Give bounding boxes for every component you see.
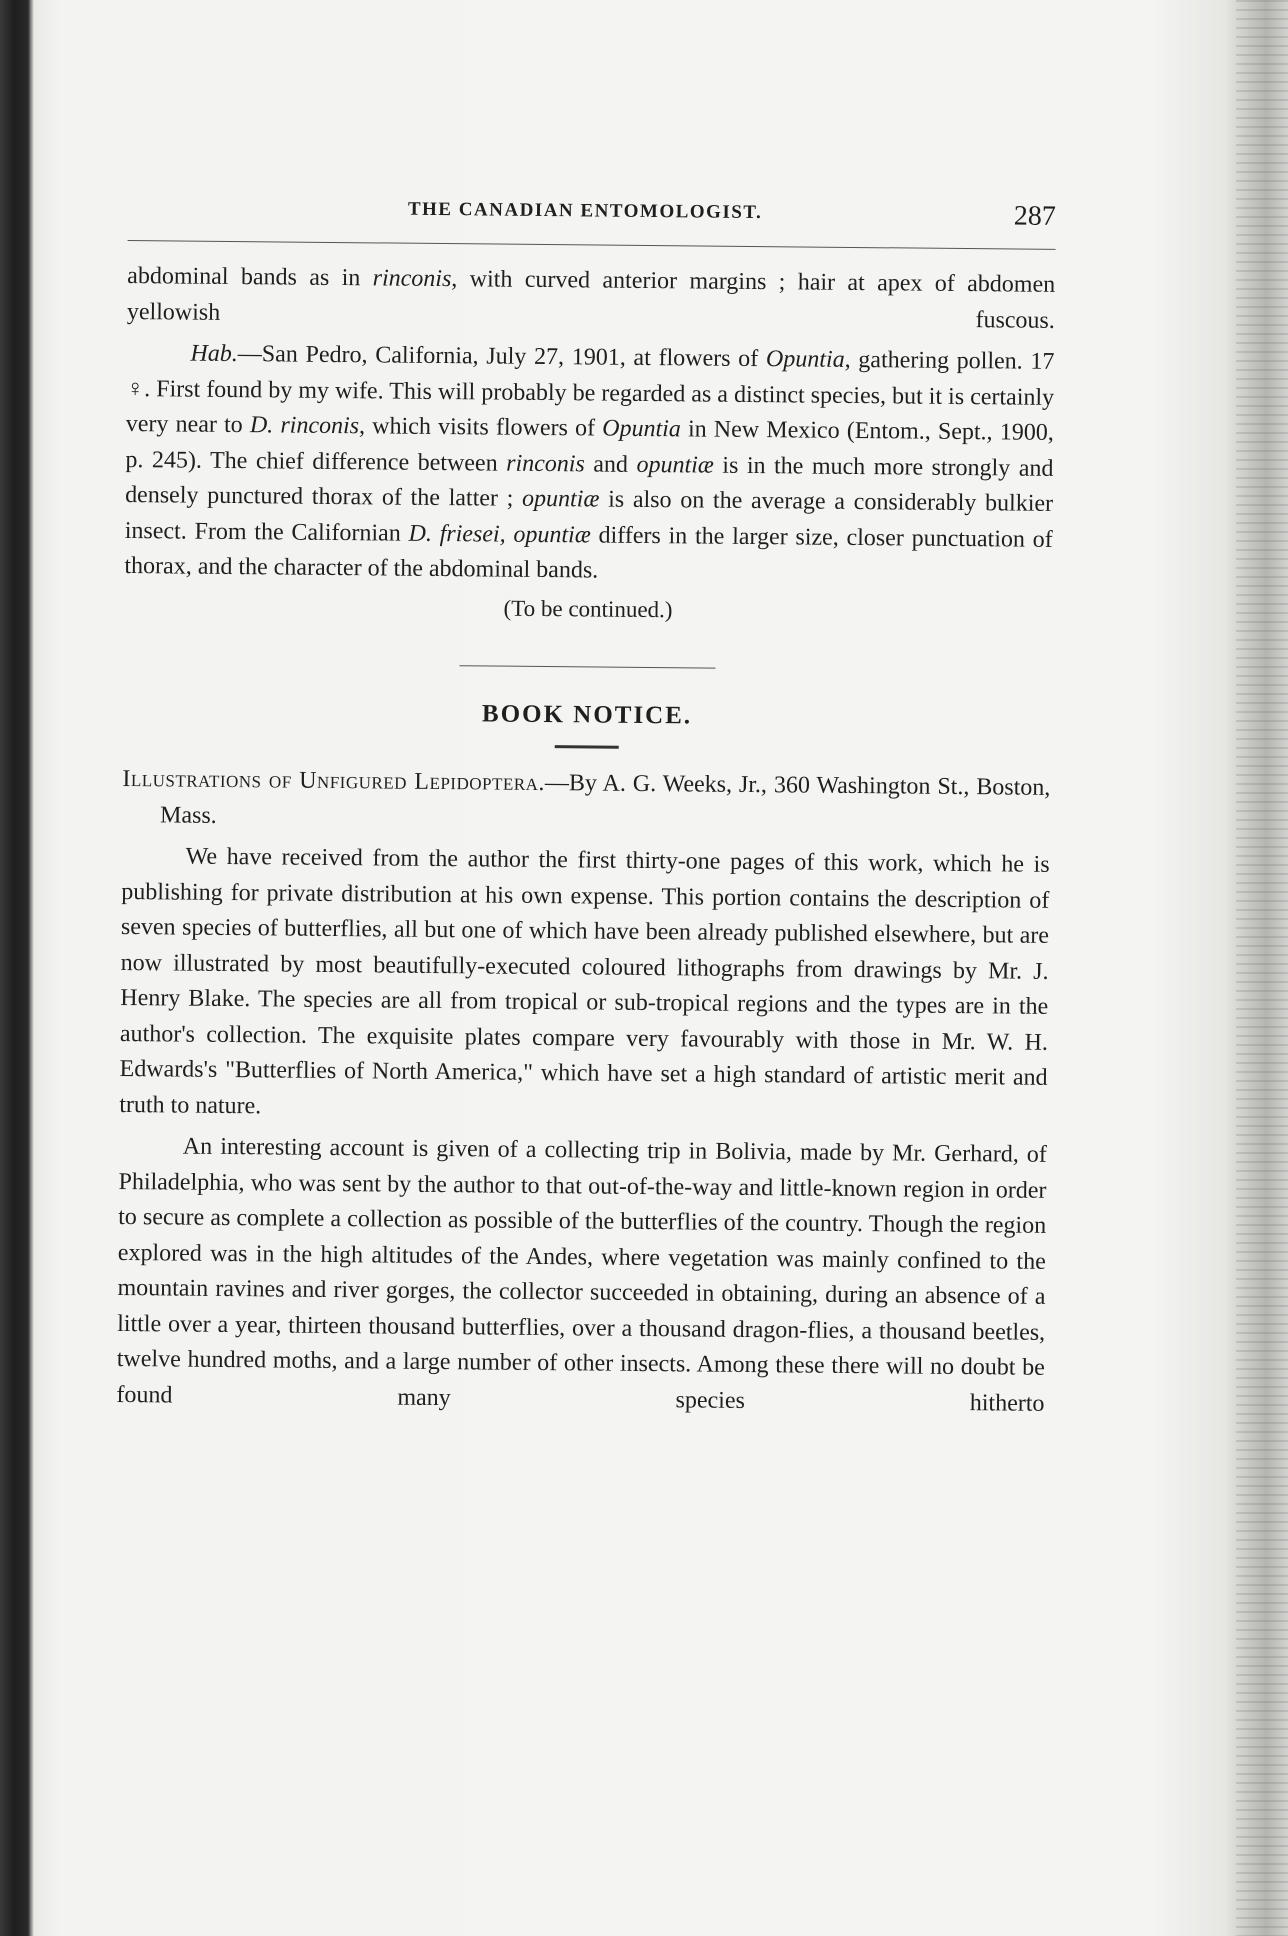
species-name: opuntiæ (521, 485, 600, 513)
book-title: Illustrations of Unfigured Lepidoptera. (122, 765, 546, 797)
text-run: , gathering pollen. 17 ♀. First found by my wife. This will probably be regarded as a distinct species, but it is certainly very near to (125, 346, 1055, 439)
species-name: rinconis (506, 450, 585, 477)
section-separator (460, 665, 716, 668)
text-run: in New Mexico (Entom., Sept., 1900, p. 245). The chief difference between (125, 416, 1054, 477)
species-name: Opuntia (765, 346, 845, 373)
book-author-address: —By A. G. Weeks, Jr., 360 Washington St., Boston, Mass. (159, 770, 1051, 829)
text-run: abdominal bands as in (127, 262, 373, 292)
section-heading: BOOK NOTICE. (481, 700, 693, 730)
page-content (116, 196, 1056, 1422)
text-run: —San Pedro, California, July 27, 1901, at flowers of (237, 341, 767, 373)
text-run: is also on the average a considerably bulkier insect. From the Californian (124, 486, 1054, 547)
text-run: , with curved anterior margins ; hair at apex of abdomen yellowish fuscous. (126, 266, 1056, 334)
habitat-paragraph (124, 336, 1054, 593)
to-be-continued: (To be continued.) (503, 595, 673, 622)
species-name: rinconis (372, 265, 452, 293)
article-continuation-paragraph (127, 259, 1056, 339)
review-paragraph-2: An interesting account is given of a collecting trip in Bolivia, made by Mr. Gerhard, of Philadelphia, who was sent by the author to that out-of-the-way and little-known region in order to secure as complete a collection as possible of the butterflies of the country. Though the region explored was in the high altitudes of the Andes, where vegetation was mainly confined to the mountain ravines and river gorges, the collector succeeded in obtaining, during an absence of a little over a year, thirteen thousand butterflies, over a thousand dragon-flies, a thousand beetles, twelve hundred moths, and a large number of other insects. Among these there will no doubt be found many species hitherto (116, 1133, 1047, 1417)
species-name: Opuntia (602, 415, 681, 443)
text-run: is in the much more strongly and densely punctured thorax of the latter ; (125, 452, 1054, 512)
journal-title: THE CANADIAN ENTOMOLOGIST. (407, 198, 763, 224)
running-head (128, 196, 1056, 245)
text-run: and (584, 450, 637, 478)
text-run: differs in the larger size, closer punctuation of thorax, and the character of the abdominal bands. (124, 521, 1053, 584)
species-name: opuntiæ (636, 451, 714, 479)
text-run: , which visits flowers of (358, 413, 603, 442)
page-number: 287 (1013, 200, 1056, 232)
species-name: D. friesei, opuntiæ (408, 520, 591, 548)
species-name: D. rinconis (249, 412, 360, 440)
book-edge (1236, 0, 1288, 1936)
heading-rule (555, 745, 619, 749)
review-paragraph-1: We have received from the author the first thirty-one pages of this work, which he is publishing for private distribution at his own expense. This portion contains the description of seven species of butterflies, all but one of which have been already published elsewhere, but are now illustrated by most beautifully-executed coloured lithographs from drawings by Mr. J. Henry Blake. The species are all from tropical or sub-tropical regions and the types are in the author's collection. The exquisite plates compare very favourably with those in Mr. W. H. Edwards's "Butterflies of North America," which have set a high standard of artistic merit and truth to nature. (119, 843, 1050, 1119)
book-citation (122, 762, 1051, 842)
habitat-label: Hab. (190, 340, 238, 368)
